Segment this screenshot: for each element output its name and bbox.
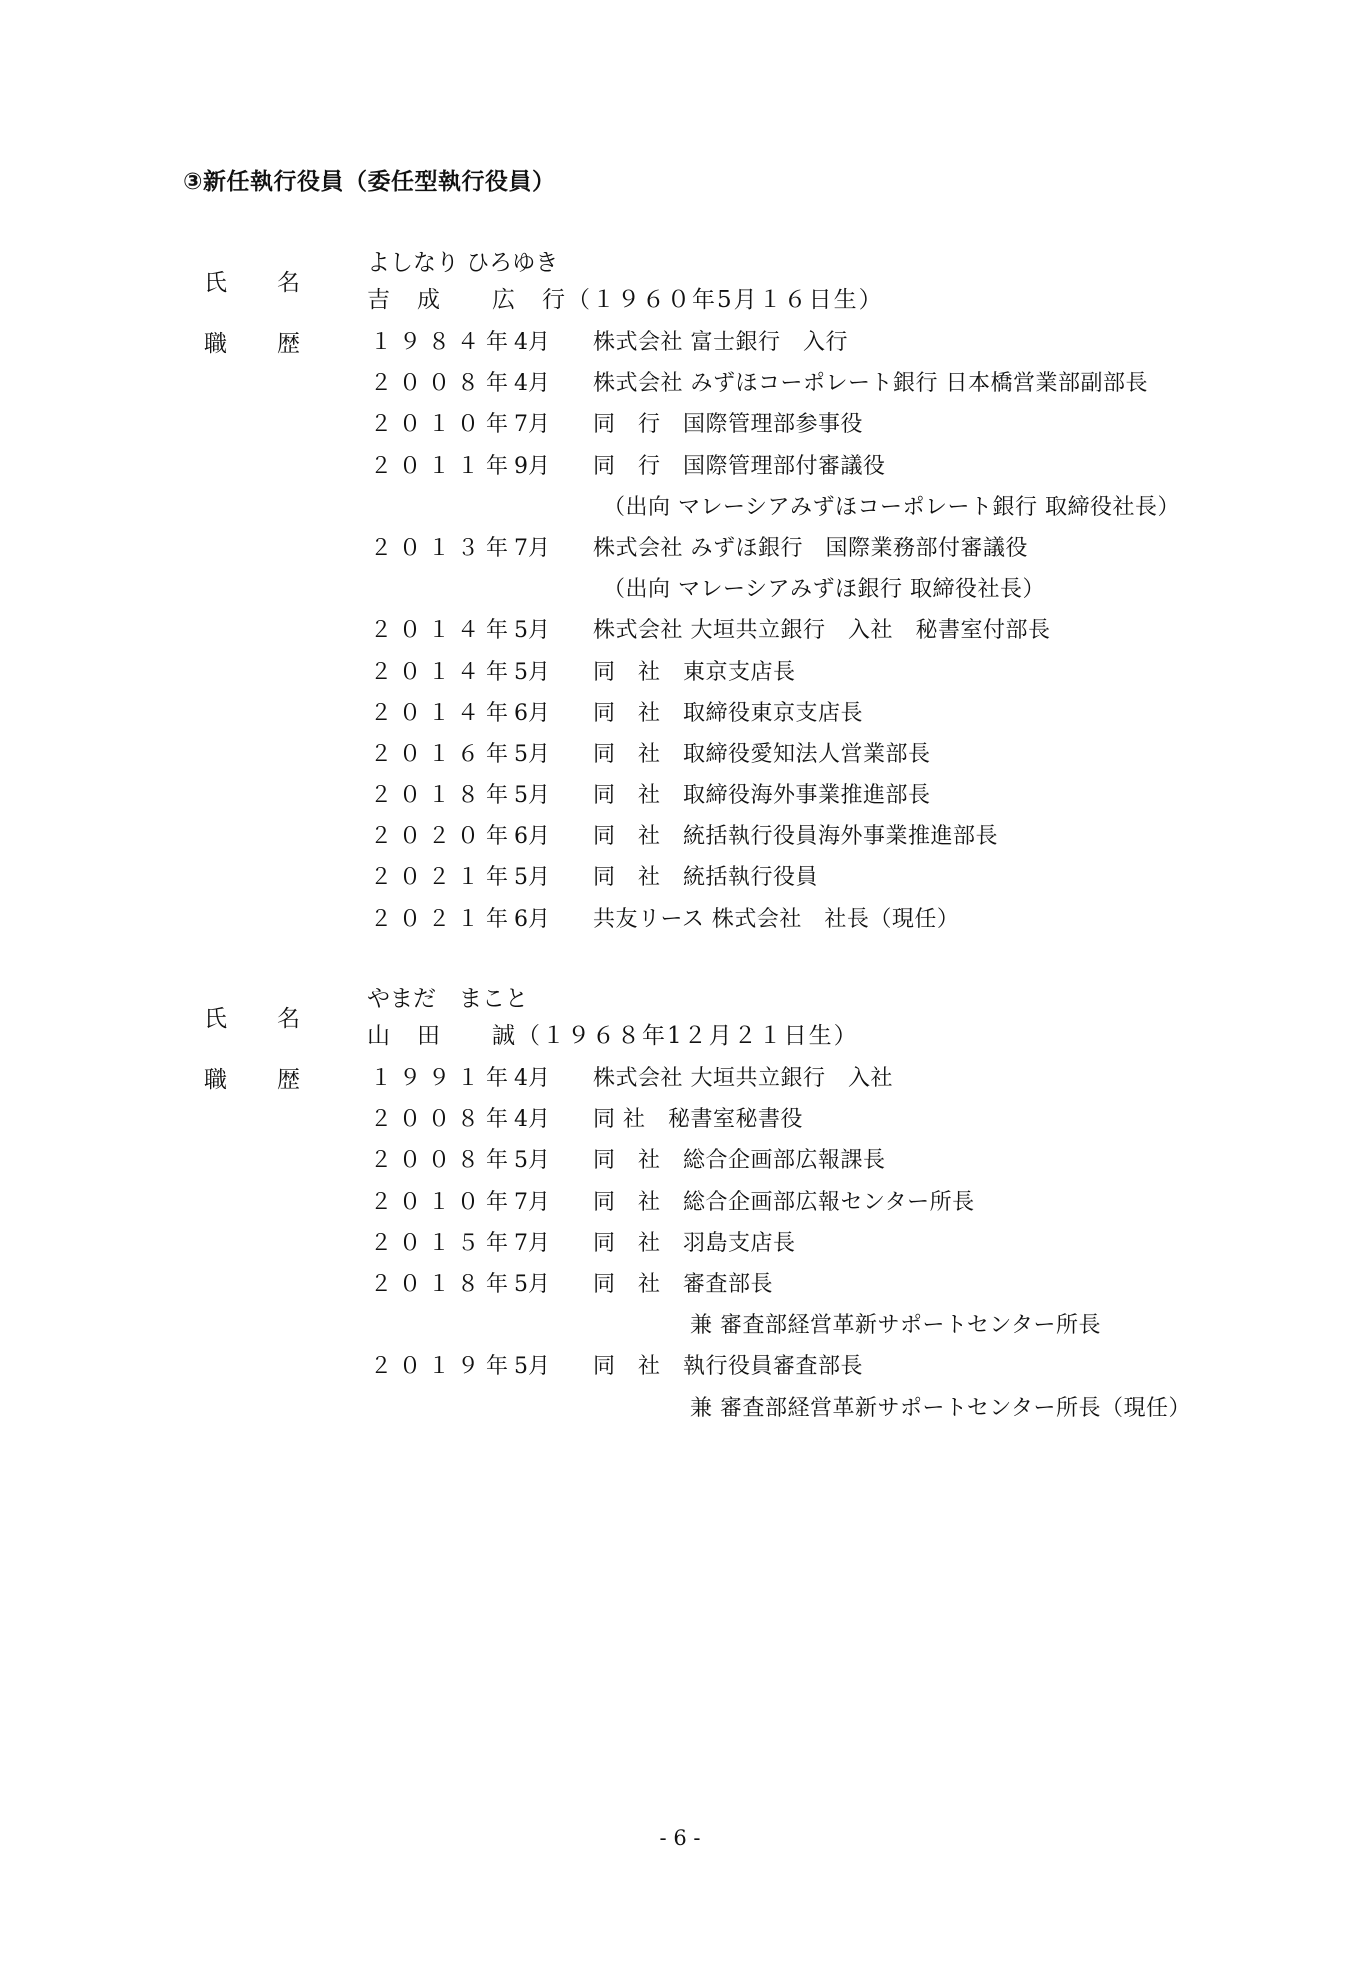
history-entry — [0, 737, 1360, 778]
history-detail: 同 社 統括執行役員海外事業推進部長 — [593, 824, 999, 850]
history-entry — [0, 490, 1360, 531]
history-month: 5月 — [514, 1271, 550, 1297]
history-month: 5月 — [514, 659, 550, 685]
history-detail: 株式会社 大垣共立銀行 入社 秘書室付部長 — [593, 618, 1051, 644]
history-year: ２０１４年 — [370, 659, 516, 685]
history-entry — [0, 1102, 1360, 1143]
history-entry — [0, 1143, 1360, 1184]
history-entry — [0, 531, 1360, 572]
history-year: ２０１５年 — [370, 1230, 516, 1256]
history-detail: 同 社 総合企画部広報センター所長 — [593, 1189, 975, 1215]
history-detail: 同 社 取締役東京支店長 — [593, 700, 864, 726]
history-month: 6月 — [514, 824, 550, 850]
history-detail: 同 行 国際管理部参事役 — [593, 412, 864, 438]
history-year: ２００８年 — [370, 371, 516, 397]
history-year: ２０１８年 — [370, 783, 516, 809]
history-month: 9月 — [514, 453, 550, 479]
page-number: - 6 - — [659, 1826, 701, 1850]
history-entry — [0, 819, 1360, 860]
history-detail: 同 社 審査部長 — [593, 1271, 774, 1297]
history-month: 5月 — [514, 1148, 550, 1174]
name-and-birthdate: 山 田 誠（１９６８年1２月２１日生） — [367, 1023, 859, 1049]
history-detail: 同 社 羽島支店長 — [593, 1230, 796, 1256]
history-detail: 同 社 取締役海外事業推進部長 — [593, 783, 931, 809]
career-history — [0, 1061, 1360, 1432]
history-entry — [0, 1185, 1360, 1226]
history-year: ２０１４年 — [370, 618, 516, 644]
history-year: ２０１０年 — [370, 1189, 516, 1215]
history-year: ２０１０年 — [370, 412, 516, 438]
history-detail: （出向 マレーシアみずほ銀行 取締役社長） — [603, 577, 1046, 603]
history-year: ２０２０年 — [370, 824, 516, 850]
history-entry — [0, 1226, 1360, 1267]
history-year: ２０２１年 — [370, 906, 516, 932]
history-detail: 同 社 統括執行役員 — [593, 865, 819, 891]
history-detail: 同 社 執行役員審査部長 — [593, 1354, 864, 1380]
history-entry — [0, 449, 1360, 490]
history-month: 5月 — [514, 741, 550, 767]
history-detail: 兼 審査部経営革新サポートセンター所長（現任） — [690, 1395, 1191, 1421]
history-month: 7月 — [514, 535, 550, 561]
history-entry — [0, 325, 1360, 366]
history-entry — [0, 1391, 1360, 1432]
history-detail: 同 行 国際管理部付審議役 — [593, 453, 886, 479]
history-entry — [0, 778, 1360, 819]
history-detail: 株式会社 大垣共立銀行 入社 — [593, 1066, 893, 1091]
history-year: ２０１４年 — [370, 700, 516, 726]
history-entry — [0, 902, 1360, 943]
history-year: ２０１１年 — [370, 453, 516, 479]
history-month: 5月 — [514, 865, 550, 891]
history-entry — [0, 696, 1360, 737]
history-detail: （出向 マレーシアみずほコーポレート銀行 取締役社長） — [603, 494, 1181, 520]
history-year: ２０１９年 — [370, 1354, 516, 1380]
history-label: 職 歴 — [204, 1067, 300, 1093]
history-month: 4月 — [514, 1107, 550, 1133]
career-history — [0, 325, 1360, 943]
history-detail: 同 社 取締役愛知法人営業部長 — [593, 741, 931, 767]
history-year: ２０１６年 — [370, 741, 516, 767]
history-label: 職 歴 — [204, 331, 300, 357]
name-reading: やまだ まこと — [367, 986, 528, 1012]
history-detail: 株式会社 みずほ銀行 国際業務部付審議役 — [593, 535, 1028, 561]
history-year: ２０２１年 — [370, 865, 516, 891]
history-entry — [0, 1349, 1360, 1390]
history-entry — [0, 572, 1360, 613]
history-detail: 同 社 秘書室秘書役 — [593, 1107, 803, 1133]
history-month: 7月 — [514, 412, 550, 438]
name-and-birthdate: 吉 成 広 行（１９６０年5月１６日生） — [367, 287, 884, 313]
history-year: １９８４年 — [370, 330, 516, 355]
history-month: 7月 — [514, 1230, 550, 1256]
history-entry — [0, 613, 1360, 654]
history-detail: 同 社 東京支店長 — [593, 659, 796, 685]
history-month: 4月 — [514, 371, 550, 397]
history-year: ２００８年 — [370, 1148, 516, 1174]
history-detail: 兼 審査部経営革新サポートセンター所長 — [690, 1313, 1101, 1339]
history-month: 5月 — [514, 783, 550, 809]
name-label: 氏 名 — [204, 270, 300, 296]
history-entry — [0, 1061, 1360, 1102]
section-title: ③新任執行役員（委任型執行役員） — [183, 169, 556, 195]
name-label: 氏 名 — [204, 1006, 300, 1032]
history-year: ２０１８年 — [370, 1271, 516, 1297]
history-entry — [0, 860, 1360, 901]
history-entry — [0, 655, 1360, 696]
history-entry — [0, 1308, 1360, 1349]
history-year: ２００８年 — [370, 1107, 516, 1133]
history-month: 4月 — [514, 330, 550, 355]
history-detail: 共友リース 株式会社 社長（現任） — [593, 906, 960, 932]
history-month: 4月 — [514, 1066, 550, 1091]
history-entry — [0, 366, 1360, 407]
history-entry — [0, 1267, 1360, 1308]
name-reading: よしなり ひろゆき — [367, 250, 559, 276]
history-entry — [0, 407, 1360, 448]
history-month: 5月 — [514, 618, 550, 644]
history-detail: 同 社 総合企画部広報課長 — [593, 1148, 886, 1174]
history-year: ２０１３年 — [370, 535, 516, 561]
history-month: 5月 — [514, 1354, 550, 1380]
history-month: 6月 — [514, 700, 550, 726]
history-month: 6月 — [514, 906, 550, 932]
history-detail: 株式会社 富士銀行 入行 — [593, 330, 848, 355]
history-detail: 株式会社 みずほコーポレート銀行 日本橋営業部副部長 — [593, 371, 1148, 397]
history-month: 7月 — [514, 1189, 550, 1215]
history-year: １９９１年 — [370, 1066, 516, 1091]
